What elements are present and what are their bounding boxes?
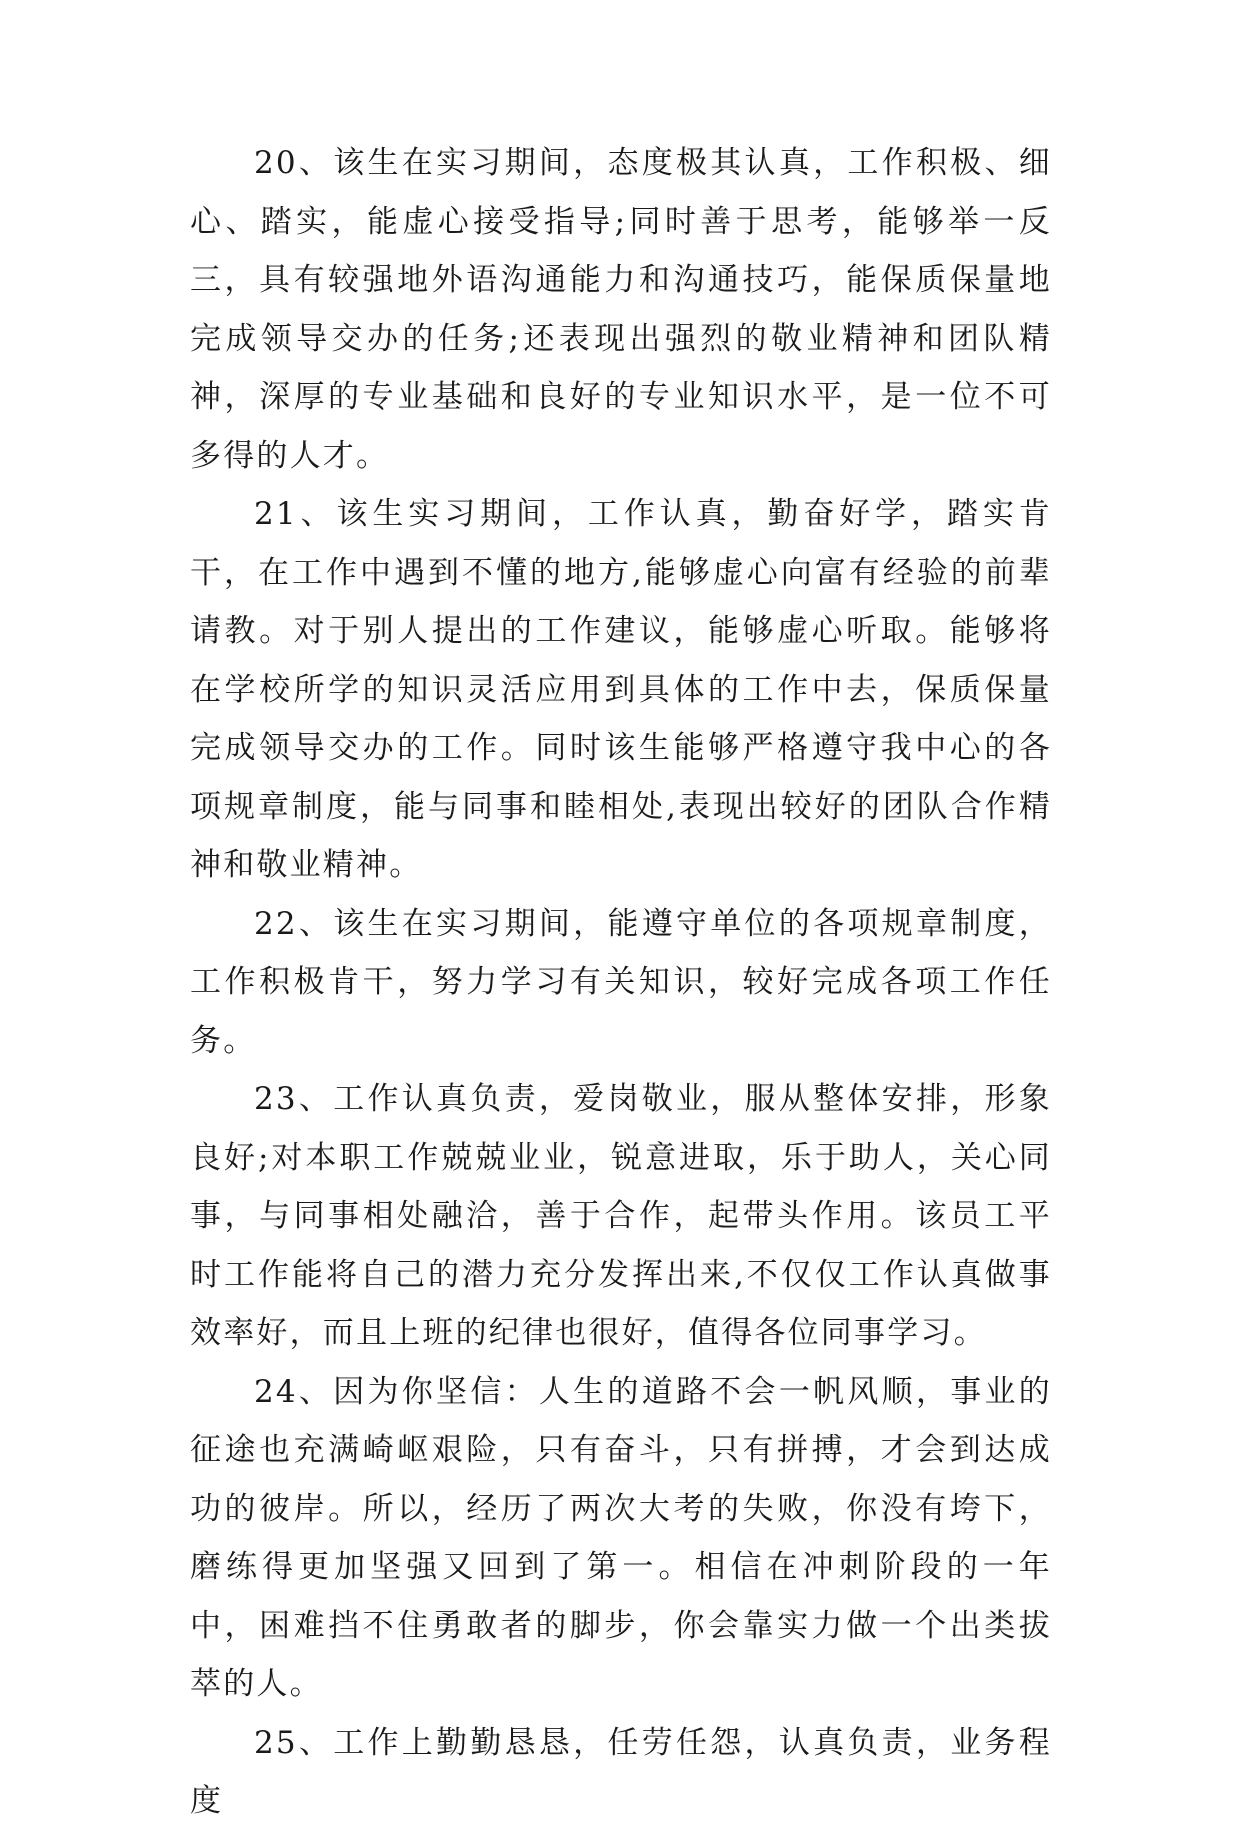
paragraph-20: 20、该生在实习期间，态度极其认真，工作积极、细心、踏实，能虚心接受指导;同时善于思考，能够举一反三，具有较强地外语沟通能力和沟通技巧，能保质保量地完成领导交办的任务;还表现出强烈的敬业精神和团队精神，深厚的专业基础和良好的专业知识水平，是一位不可多得的人才。 xyxy=(190,145,1052,474)
paragraph-23: 23、工作认真负责，爱岗敬业，服从整体安排，形象良好;对本职工作兢兢业业，锐意进取，乐于助人，关心同事，与同事相处融洽，善于合作，起带头作用。该员工平时工作能将自己的潜力充分发挥出来,不仅仅工作认真做事效率好，而且上班的纪律也很好，值得各位同事学习。 xyxy=(190,1081,1052,1351)
document-body xyxy=(190,134,1052,1831)
paragraph-21: 21、该生实习期间，工作认真，勤奋好学，踏实肯干，在工作中遇到不懂的地方,能够虚心向富有经验的前辈请教。对于别人提出的工作建议，能够虚心听取。能够将在学校所学的知识灵活应用到具体的工作中去，保质保量完成领导交办的工作。同时该生能够严格遵守我中心的各项规章制度，能与同事和睦相处,表现出较好的团队合作精神和敬业精神。 xyxy=(190,496,1052,883)
paragraph-22: 22、该生在实习期间，能遵守单位的各项规章制度，工作积极肯干，努力学习有关知识，较好完成各项工作任务。 xyxy=(190,905,1052,1059)
paragraph-24: 24、因为你坚信：人生的道路不会一帆风顺，事业的征途也充满崎岖艰险，只有奋斗，只有拼搏，才会到达成功的彼岸。所以，经历了两次大考的失败，你没有垮下，磨练得更加坚强又回到了第一。相信在冲刺阶段的一年中，困难挡不住勇敢者的脚步，你会靠实力做一个出类拔萃的人。 xyxy=(190,1373,1052,1702)
paragraph-25: 25、工作上勤勤恳恳，任劳任怨，认真负责，业务程度 xyxy=(190,1724,1052,1819)
